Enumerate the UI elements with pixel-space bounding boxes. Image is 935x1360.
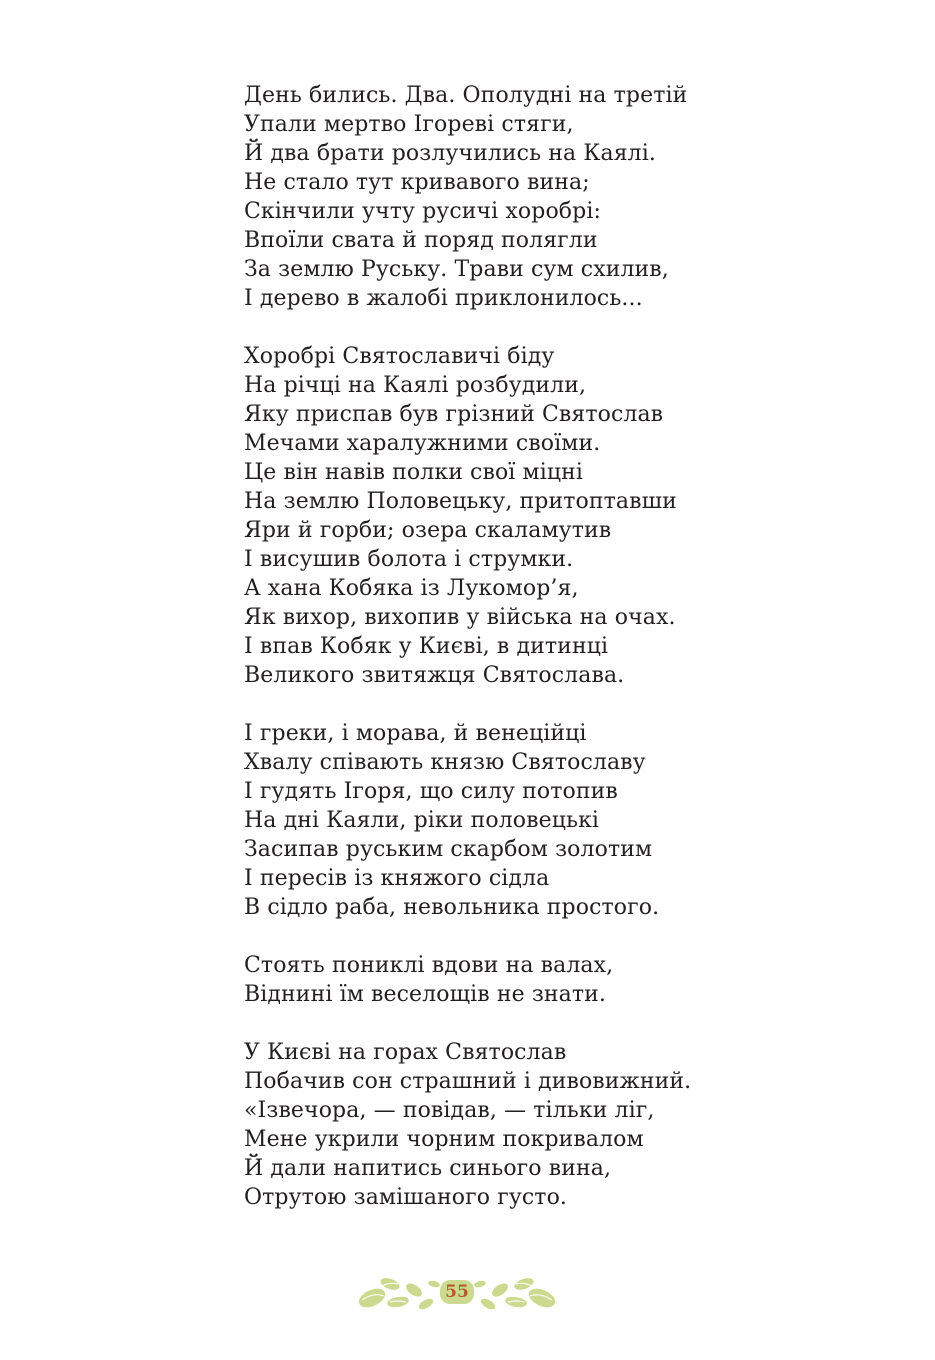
page-footer [354,1272,560,1312]
poem-line: Віднині їм веселощів не знати. [244,982,607,1007]
stanza-2 [244,342,864,690]
poem-line: А хана Кобяка із Лукомор’я, [244,576,579,601]
poem-line: Хвалу співають князю Святославу [244,750,646,775]
stanza-1 [244,81,864,313]
poem-line: Стоять пониклі вдови на валах, [244,953,614,978]
poem-line: І впав Кобяк у Києві, в дитинці [244,634,609,659]
poem-line: Побачив сон страшний і дивовижний. [244,1069,692,1094]
poem-line: На річці на Каялі розбудили, [244,373,587,398]
poem-text [244,81,864,1241]
poem-line: Мене укрили чорним покривалом [244,1127,644,1152]
poem-line: В сідло раба, невольника простого. [244,895,660,920]
poem-line: І пересів із княжого сідла [244,866,550,891]
poem-line: Як вихор, вихопив у війська на очах. [244,605,676,630]
poem-line: На землю Половецьку, притоптавши [244,489,677,514]
poem-line: І греки, і морава, й венеційці [244,721,587,746]
poem-line: У Києві на горах Святослав [244,1040,567,1065]
stanza-3 [244,719,864,922]
poem-line: Яку приспав був грізний Святослав [244,402,664,427]
poem-line: Й два брати розлучились на Каялі. [244,141,656,166]
poem-line: І висушив болота і струмки. [244,547,574,572]
poem-line: Не стало тут кривавого вина; [244,170,590,195]
poem-line: За землю Руську. Трави сум схилив, [244,257,669,282]
poem-line: Скінчили учту русичі хоробрі: [244,199,601,224]
poem-line: І дерево в жалобі приклонилось... [244,286,643,311]
page-number: 55 [445,1282,469,1302]
poem-line: Отрутою замішаного густо. [244,1185,568,1210]
poem-line: Яри й горби; озера скаламутив [244,518,612,543]
poem-line: І гудять Ігоря, що силу потопив [244,779,618,804]
poem-line: День бились. Два. Ополудні на третій [244,83,688,108]
poem-line: Впоїли свата й поряд полягли [244,228,598,253]
stanza-5 [244,1038,864,1212]
poem-line: Хоробрі Святославичі біду [244,344,555,369]
poem-line: Засипав руським скарбом золотим [244,837,653,862]
poem-line: «Ізвечора, — повідав, — тільки ліг, [244,1098,655,1123]
poem-line: Великого звитяжця Святослава. [244,663,625,688]
poem-line: Упали мертво Ігореві стяги, [244,112,574,137]
poem-line: На дні Каяли, ріки половецькі [244,808,600,833]
poem-line: Мечами харалужними своїми. [244,431,601,456]
stanza-4 [244,951,864,1009]
poem-line: Це він навів полки свої міцні [244,460,584,485]
poem-line: Й дали напитись синього вина, [244,1156,612,1181]
